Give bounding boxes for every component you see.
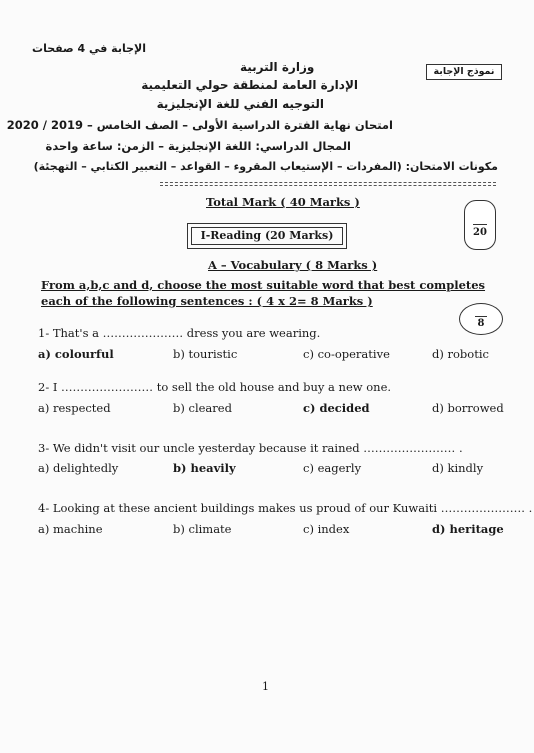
question-4: 4- Looking at these ancient buildings makes us proud of our Kuwaiti …………………. .: [38, 501, 533, 515]
page-number: 1: [262, 680, 269, 693]
q1-option-d: d) robotic: [432, 347, 489, 361]
exam-title: امتحان نهاية الفترة الدراسية الأولى – الصف الخامس – 2019 / 2020: [6, 118, 393, 132]
exam-components: مكونات الامتحان: (المفردات – الإستيعاب المقروء – القواعد – التعبير الكتابي – التهجئة): [33, 160, 498, 173]
vocabulary-title: A – Vocabulary ( 8 Marks ): [208, 258, 378, 272]
reading-title: I-Reading (20 Marks): [191, 227, 343, 245]
q1-option-a: a) colourful: [38, 347, 114, 361]
q2-option-c: c) decided: [303, 401, 370, 415]
reading-score-box: [464, 200, 496, 250]
instructions: From a,b,c and d, choose the most suitable word that best completes each of the following sentences : ( 4 x 2= 8 Marks ): [41, 278, 486, 308]
q3-option-d: d) kindly: [432, 461, 484, 475]
reading-score-total: 20: [473, 227, 487, 238]
ministry-title: وزارة التربية: [240, 60, 315, 74]
q2-option-d: d) borrowed: [432, 401, 504, 415]
q4-option-c: c) index: [303, 522, 350, 536]
q3-option-b: b) heavily: [173, 461, 236, 475]
q4-option-d: d) heritage: [432, 522, 504, 536]
vocab-score-total: 8: [477, 318, 485, 329]
q4-option-a: a) machine: [38, 522, 103, 536]
question-1: 1- That's a ………………… dress you are wearing.: [38, 326, 321, 340]
vocab-score-oval: [459, 303, 503, 335]
q2-option-b: b) cleared: [173, 401, 232, 415]
answer-model-label: نموذج الإجابة: [426, 64, 502, 80]
technical-guidance: التوجيه الفني للغة الإنجليزية: [156, 97, 324, 111]
divider: [160, 182, 496, 183]
q4-option-b: b) climate: [173, 522, 232, 536]
study-field: المجال الدراسي: اللغة الإنجليزية – الزمن: ساعة واحدة: [45, 139, 351, 153]
question-2: 2- I …………………… to sell the old house and buy a new one.: [38, 380, 392, 394]
q1-option-b: b) touristic: [173, 347, 238, 361]
total-mark: Total Mark ( 40 Marks ): [206, 195, 360, 209]
pages-note: الإجابة في 4 صفحات: [32, 42, 146, 55]
q3-option-a: a) delightedly: [38, 461, 119, 475]
general-administration: الإدارة العامة لمنطقة حولي التعليمية: [141, 78, 358, 92]
reading-title-box: [187, 223, 347, 249]
q1-option-c: c) co-operative: [303, 347, 390, 361]
q2-option-a: a) respected: [38, 401, 111, 415]
divider: [160, 185, 496, 186]
q3-option-c: c) eagerly: [303, 461, 362, 475]
question-3: 3- We didn't visit our uncle yesterday because it rained …………………… .: [38, 441, 463, 455]
